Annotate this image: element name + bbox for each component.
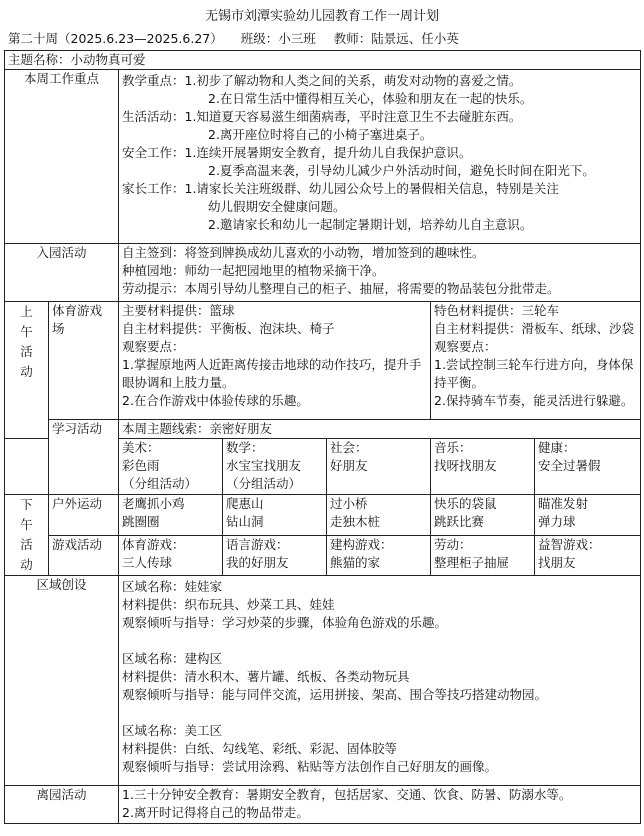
document-title: 无锡市刘潭实验幼儿园教育工作一周计划 bbox=[204, 9, 439, 24]
outdoor-item-line: 跳跃比赛 bbox=[434, 514, 485, 529]
outdoor-item-line: 瞄准发射 bbox=[538, 496, 589, 511]
learning-subject: 数学： bbox=[226, 440, 264, 455]
pe-left-point-1: 1.掌握原地两人近距离传接击地球的动作技巧，提升手眼协调和上肢力量。 bbox=[122, 357, 422, 390]
learning-name: 彩色雨 bbox=[122, 458, 160, 473]
learning-item bbox=[535, 439, 641, 495]
game-item bbox=[535, 535, 641, 576]
pe-left-content bbox=[119, 302, 431, 420]
pe-right-point-1: 1.尝试控制三轮车行进方向，身体保持平衡。 bbox=[434, 357, 634, 390]
game-item bbox=[431, 535, 535, 576]
parent-work-1b: 幼儿假期安全健康问题。 bbox=[208, 199, 346, 214]
game-item-name: 整理柜子抽屉 bbox=[434, 554, 510, 570]
outdoor-item bbox=[223, 495, 327, 536]
entry-line-3: 劳动提示：本周引导幼儿整理自己的柜子、抽屉，将需要的物品装包分批带走。 bbox=[122, 281, 560, 296]
game-item-name: 我的好朋友 bbox=[226, 554, 289, 570]
area-doll-name: 区域名称：娃娃家 bbox=[122, 579, 223, 594]
learning-subject: 健康： bbox=[538, 440, 576, 455]
entry-line-1: 自主签到：将签到牌换成幼儿喜欢的小动物，增加签到的趣味性。 bbox=[122, 245, 485, 260]
entry-label: 入园活动 bbox=[5, 244, 119, 302]
game-item bbox=[327, 535, 431, 576]
area-build-name: 区域名称：建构区 bbox=[122, 651, 223, 666]
game-item-name: 三人传球 bbox=[122, 554, 173, 570]
outdoor-item-line: 钻山洞 bbox=[226, 514, 264, 529]
learning-note: （分组活动） bbox=[226, 476, 302, 491]
pe-right-main: 特色材料提供：三轮车 bbox=[434, 303, 560, 318]
learning-subject: 社会： bbox=[330, 440, 368, 455]
outdoor-item-line: 老鹰抓小鸡 bbox=[122, 496, 185, 511]
afternoon-label bbox=[5, 495, 49, 576]
game-item-name: 熊猫的家 bbox=[330, 554, 381, 570]
week-info: 第二十周（2025.6.23—2025.6.27） bbox=[8, 31, 223, 46]
game-label: 游戏活动 bbox=[49, 535, 119, 576]
game-item-type: 语言游戏： bbox=[226, 536, 289, 552]
pe-left-own: 自主材料提供：平衡板、泡沫块、椅子 bbox=[122, 321, 335, 336]
parent-work-2: 2.邀请家长和幼儿一起制定暑期计划，培养幼儿自主意识。 bbox=[208, 217, 533, 232]
parent-work-1: 家长工作：1.请家长关注班级群、幼儿园公众号上的暑假相关信息，特别是关注 bbox=[122, 181, 559, 196]
teaching-focus-1: 教学重点：1.初步了解动物和人类之间的关系，萌发对动物的喜爱之情。 bbox=[122, 73, 522, 88]
leave-line-2: 2.离开时记得将自己的物品带走。 bbox=[122, 805, 309, 820]
pe-right-obs: 观察要点： bbox=[434, 339, 497, 354]
pe-right-content bbox=[431, 302, 641, 420]
outdoor-item-line: 走独木桩 bbox=[330, 514, 381, 529]
area-doll-observation: 观察倾听与指导：学习炒菜的步骤，体验角色游戏的乐趣。 bbox=[122, 615, 448, 630]
leave-line-1: 1.三十分钟安全教育：暑期安全教育，包括居家、交通、饮食、防暑、防溺水等。 bbox=[122, 787, 572, 802]
learning-name: 安全过暑假 bbox=[538, 458, 601, 473]
life-activity-1: 生活活动：1.知道夏天容易滋生细菌病毒，平时注意卫生不去碰脏东西。 bbox=[122, 109, 522, 124]
outdoor-item-line: 快乐的袋鼠 bbox=[434, 496, 497, 511]
learning-item bbox=[431, 439, 535, 495]
learning-note: （分组活动） bbox=[122, 476, 198, 491]
outdoor-item bbox=[535, 495, 641, 536]
info-row bbox=[4, 28, 640, 50]
afternoon-label-text: 下午活动 bbox=[20, 497, 33, 572]
areas-content bbox=[119, 576, 641, 786]
game-item-type: 益智游戏： bbox=[538, 536, 601, 552]
outdoor-item-line: 跳圈圈 bbox=[122, 514, 160, 529]
game-item-type: 劳动： bbox=[434, 536, 472, 552]
outdoor-item bbox=[431, 495, 535, 536]
learning-subject: 音乐： bbox=[434, 440, 472, 455]
safety-work-2: 2.夏季高温来袭，引导幼儿减少户外活动时间，避免长时间在阳光下。 bbox=[208, 163, 595, 178]
area-art-materials: 材料提供：白纸、勾线笔、彩纸、彩泥、固体胶等 bbox=[122, 741, 398, 756]
life-activity-2: 2.离开座位时将自己的小椅子塞进桌子。 bbox=[208, 127, 433, 142]
game-item bbox=[119, 535, 223, 576]
pe-left-point-2: 2.在合作游戏中体验传球的乐趣。 bbox=[122, 393, 309, 408]
teaching-focus-2: 2.在日常生活中懂得相互关心，体验和朋友在一起的快乐。 bbox=[208, 91, 533, 106]
outdoor-label: 户外运动 bbox=[49, 495, 119, 536]
pe-left-main: 主要材料提供：篮球 bbox=[122, 303, 235, 318]
learning-subject: 美术： bbox=[122, 440, 160, 455]
entry-line-2: 种植园地：师幼一起把园地里的植物采摘干净。 bbox=[122, 263, 385, 278]
areas-label: 区域创设 bbox=[5, 576, 119, 786]
plan-table bbox=[4, 50, 641, 824]
teacher-info: 教师：陆景远、任小英 bbox=[333, 31, 459, 46]
safety-work-1: 安全工作：1.连续开展暑期安全教育，提升幼儿自我保护意识。 bbox=[122, 145, 472, 160]
outdoor-item-line: 弹力球 bbox=[538, 514, 576, 529]
pe-right-own: 自主材料提供：滑板车、纸球、沙袋 bbox=[434, 321, 635, 336]
learning-name: 水宝宝找朋友 bbox=[226, 458, 302, 473]
entry-content bbox=[119, 244, 641, 302]
morning-label bbox=[5, 302, 49, 439]
game-item-type: 体育游戏： bbox=[122, 536, 185, 552]
pe-label-text: 体育游戏场 bbox=[52, 303, 103, 336]
pe-right-point-2: 2.保持骑车节奏，能灵活进行躲避。 bbox=[434, 393, 634, 408]
morning-label-text: 上午活动 bbox=[20, 304, 33, 379]
learning-item bbox=[223, 439, 327, 495]
learning-item bbox=[119, 439, 223, 495]
leave-content bbox=[119, 786, 641, 824]
learning-item bbox=[327, 439, 431, 495]
area-art-name: 区域名称：美工区 bbox=[122, 723, 223, 738]
outdoor-item-line: 爬惠山 bbox=[226, 496, 264, 511]
pe-label bbox=[49, 302, 119, 420]
learning-label: 学习活动 bbox=[49, 420, 119, 495]
learning-name: 好朋友 bbox=[330, 458, 368, 473]
area-doll-materials: 材料提供：织布玩具、炒菜工具、娃娃 bbox=[122, 597, 335, 612]
morning-label-cont bbox=[5, 439, 49, 495]
weekly-focus-content bbox=[119, 70, 641, 244]
theme-name: 主题名称：小动物真可爱 bbox=[5, 51, 641, 70]
game-item-type: 建构游戏： bbox=[330, 536, 393, 552]
area-build-observation: 观察倾听与指导：能与同伴交流，运用拼接、架高、围合等技巧搭建动物园。 bbox=[122, 687, 548, 702]
leave-label: 离园活动 bbox=[5, 786, 119, 824]
game-item-name: 找朋友 bbox=[538, 554, 576, 570]
pe-left-obs: 观察要点： bbox=[122, 339, 185, 354]
outdoor-item-line: 过小桥 bbox=[330, 496, 368, 511]
outdoor-item bbox=[119, 495, 223, 536]
area-art-observation: 观察倾听与指导：尝试用涂鸦、粘贴等方法创作自己好朋友的画像。 bbox=[122, 759, 498, 774]
weekly-focus-label: 本周工作重点 bbox=[5, 70, 119, 244]
area-build-materials: 材料提供：清水积木、薯片罐、纸板、各类动物玩具 bbox=[122, 669, 410, 684]
learning-name: 找呀找朋友 bbox=[434, 458, 497, 473]
learning-topic: 本周主题线索：亲密好朋友 bbox=[119, 420, 641, 439]
class-info: 班级：小三班 bbox=[240, 31, 316, 46]
outdoor-item bbox=[327, 495, 431, 536]
game-item bbox=[223, 535, 327, 576]
